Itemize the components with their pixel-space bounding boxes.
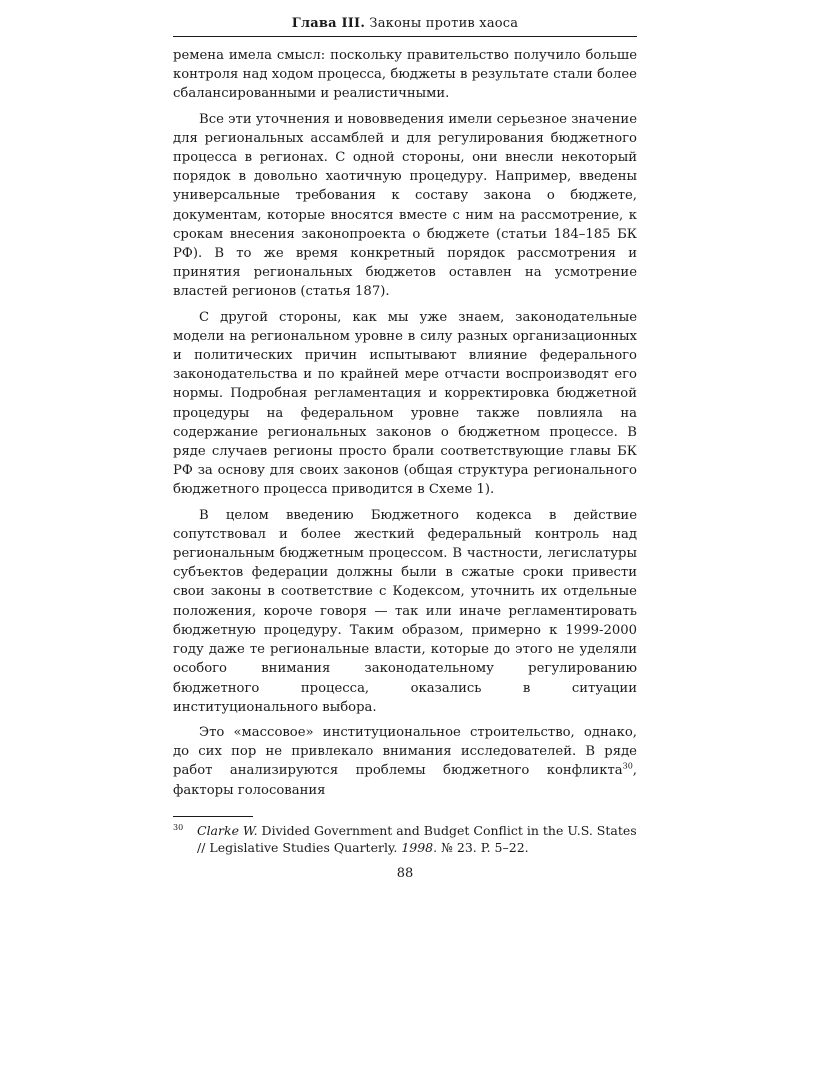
footnote-citation: Divided Government and Budget Conflict in the U.S. States // Legislative Studies Quarterly. — [197, 822, 637, 855]
footnote-author: Clarke W. — [197, 822, 258, 838]
body-text — [173, 46, 637, 800]
chapter-title: Законы против хаоса — [369, 16, 519, 31]
paragraph-last — [173, 723, 637, 800]
paragraph-text-tail: , факторы голосования — [173, 763, 637, 798]
chapter-number: Глава III. — [291, 16, 366, 31]
footnote-mark: 30 — [173, 822, 184, 832]
page-number: 88 — [396, 865, 414, 881]
footnote-text — [197, 822, 637, 856]
running-header — [173, 14, 637, 37]
footnote — [173, 822, 637, 856]
paragraph-text: Это «массовое» институциональное строительство, однако, до сих пор не привлекало внимания исследователей. В ряде работ анализируются проблемы бюджетного конфликта — [173, 724, 637, 779]
book-page — [173, 14, 637, 881]
paragraph: Все эти уточнения и нововведения имели серьезное значение для региональных ассамблей и для регулирования бюджетного процесса в регионах. С одной стороны, они внесли некоторый порядок в довольно хаотичную процедуру. Например, введены универсальные требования к составу закона о бюджете, документам, которые вносятся вместе с ним на рассмотрение, к срокам внесения законопроекта о бюджете (статьи 184–185 БК РФ). В то же время конкретный порядок рассмотрения и принятия региональных бюджетов оставлен на усмотрение властей регионов (статья 187). — [173, 111, 637, 300]
footnote-reference[interactable]: 30 — [622, 761, 633, 771]
footnote-year: 1998. — [401, 839, 438, 855]
footnote-divider — [173, 816, 253, 817]
paragraph: В целом введению Бюджетного кодекса в действие сопутствовал и более жесткий федеральный контроль над региональным бюджетным процессом. В частности, легислатуры субъектов федерации должны были в сжатые сроки привести свои законы в соответствие с Кодексом, уточнить их отдельные положения, короче говоря — так или иначе регламентировать бюджетную процедуру. Таким образом, примерно к 1999-2000 году даже те региональные власти, которые до этого не уделяли особого внимания законодательному регулированию бюджетного процесса, оказались в ситуации институционального выбора. — [173, 507, 637, 715]
paragraph: С другой стороны, как мы уже знаем, законодательные модели на региональном уровне в силу разных организационных и политических причин испытывают влияние федерального законодательства и по крайней мере отчасти воспроизводят его нормы. Подробная регламентация и корректировка бюджетной процедуры на федеральном уровне также повлияла на содержание региональных законов о бюджетном процессе. В ряде случаев регионы просто брали соответствующие главы БК РФ за основу для своих законов (общая структура регионального бюджетного процесса приводится в Схеме 1). — [173, 309, 637, 498]
footnote-citation-end: № 23. P. 5–22. — [437, 839, 529, 855]
paragraph-continued: ремена имела смысл: поскольку правительство получило больше контроля над ходом процесса, бюджеты в результате стали более сбалансированными и реалистичными. — [173, 48, 637, 102]
